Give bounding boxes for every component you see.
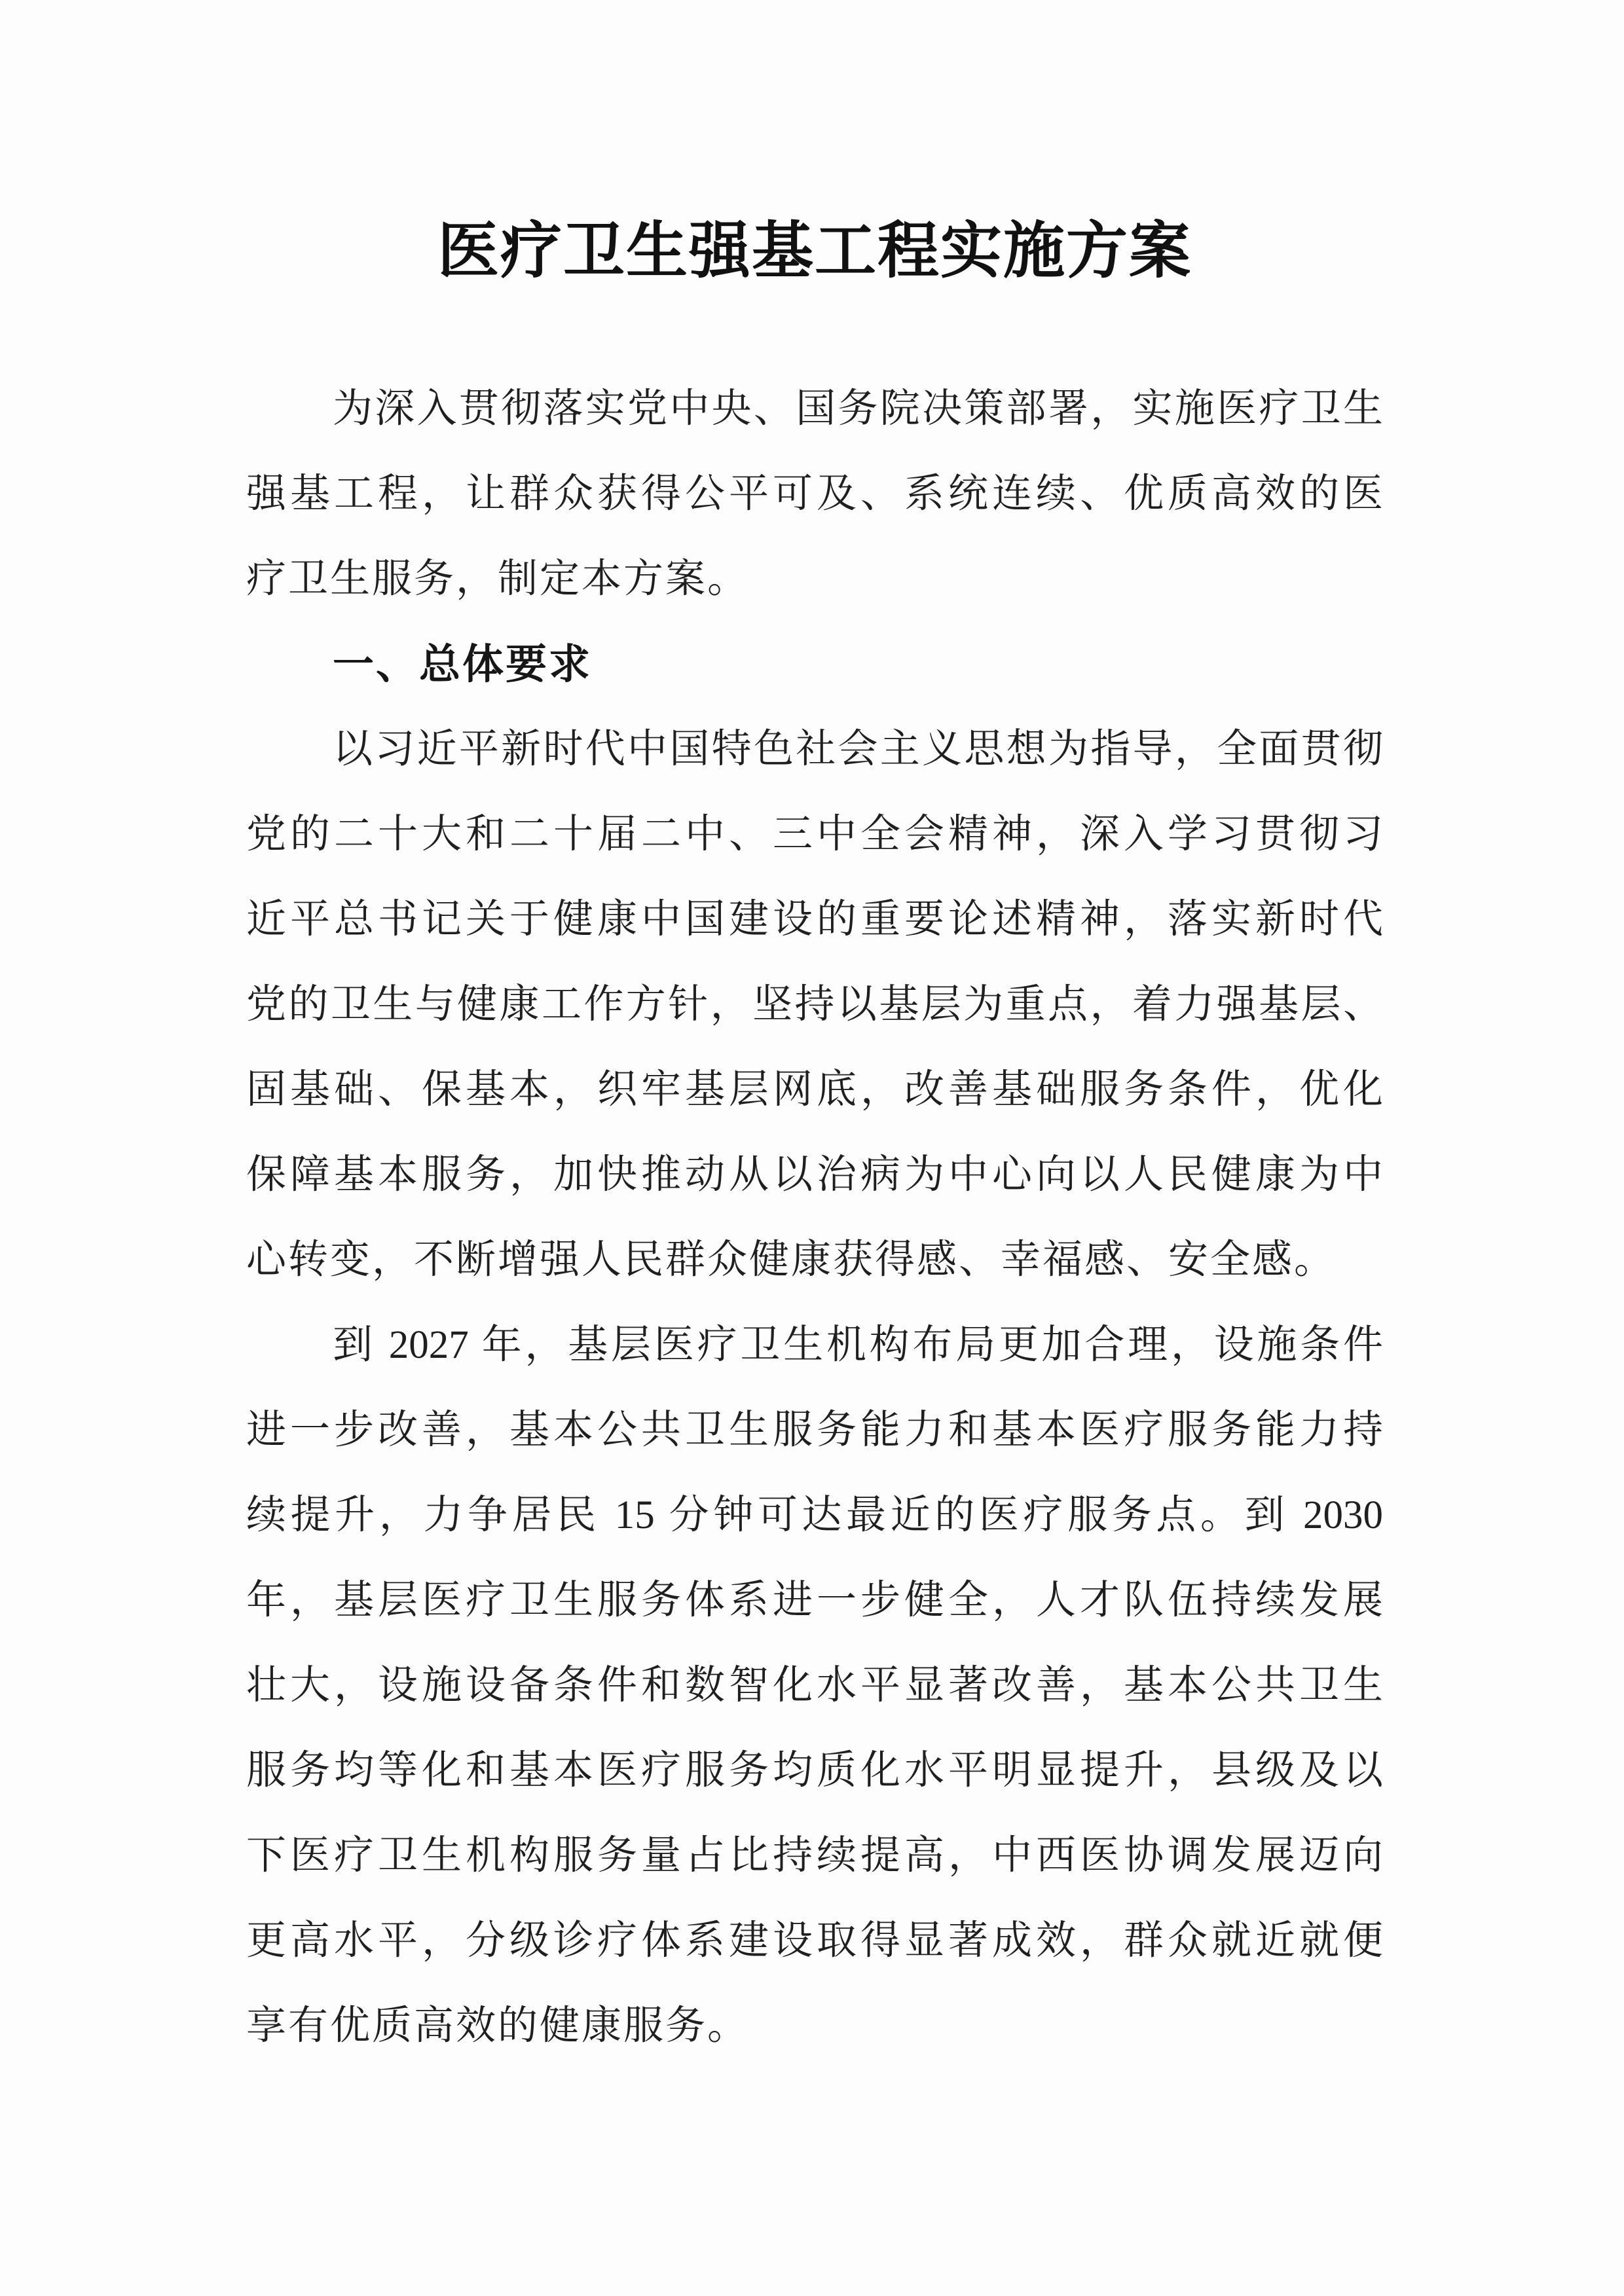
paragraph-line: 年，基层医疗卫生服务体系进一步健全，人才队伍持续发展 xyxy=(246,1578,1383,1622)
intro-paragraph-line: 疗卫生服务，制定本方案。 xyxy=(246,557,750,601)
paragraph-line: 下医疗卫生机构服务量占比持续提高，中西医协调发展迈向 xyxy=(246,1834,1383,1878)
paragraph-line: 更高水平，分级诊疗体系建设取得显著成效，群众就近就便 xyxy=(246,1919,1383,1963)
document-body xyxy=(246,367,1383,2069)
section-heading: 一、总体要求 xyxy=(333,642,592,687)
paragraph-line: 享有优质高效的健康服务。 xyxy=(246,2004,750,2048)
paragraph-line: 进一步改善，基本公共卫生服务能力和基本医疗服务能力持 xyxy=(246,1408,1383,1452)
paragraph-line: 近平总书记关于健康中国建设的重要论述精神，落实新时代 xyxy=(246,898,1383,941)
paragraph-line: 壮大，设施设备条件和数智化水平显著改善，基本公共卫生 xyxy=(246,1664,1383,1707)
paragraph-line: 固基础、保基本，织牢基层网底，改善基础服务条件，优化 xyxy=(246,1068,1383,1112)
paragraph-line: 保障基本服务，加快推动从以治病为中心向以人民健康为中 xyxy=(246,1153,1383,1197)
paragraph-line: 到 2027 年，基层医疗卫生机构布局更加合理，设施条件 xyxy=(333,1323,1383,1367)
paragraph-line: 服务均等化和基本医疗服务均质化水平明显提升，县级及以 xyxy=(246,1749,1383,1793)
document-title: 医疗卫生强基工程实施方案 xyxy=(437,216,1192,285)
intro-paragraph-line: 强基工程，让群众获得公平可及、系统连续、优质高效的医 xyxy=(246,472,1383,516)
intro-paragraph-line: 为深入贯彻落实党中央、国务院决策部署，实施医疗卫生 xyxy=(333,387,1383,431)
paragraph-line: 心转变，不断增强人民群众健康获得感、幸福感、安全感。 xyxy=(246,1238,1337,1282)
paragraph-line: 以习近平新时代中国特色社会主义思想为指导，全面贯彻 xyxy=(333,727,1383,771)
paragraph-line: 党的卫生与健康工作方针，坚持以基层为重点，着力强基层、 xyxy=(246,983,1383,1027)
paragraph-line: 续提升，力争居民 15 分钟可达最近的医疗服务点。到 2030 xyxy=(246,1493,1383,1537)
paragraph-line: 党的二十大和二十届二中、三中全会精神，深入学习贯彻习 xyxy=(246,812,1383,856)
